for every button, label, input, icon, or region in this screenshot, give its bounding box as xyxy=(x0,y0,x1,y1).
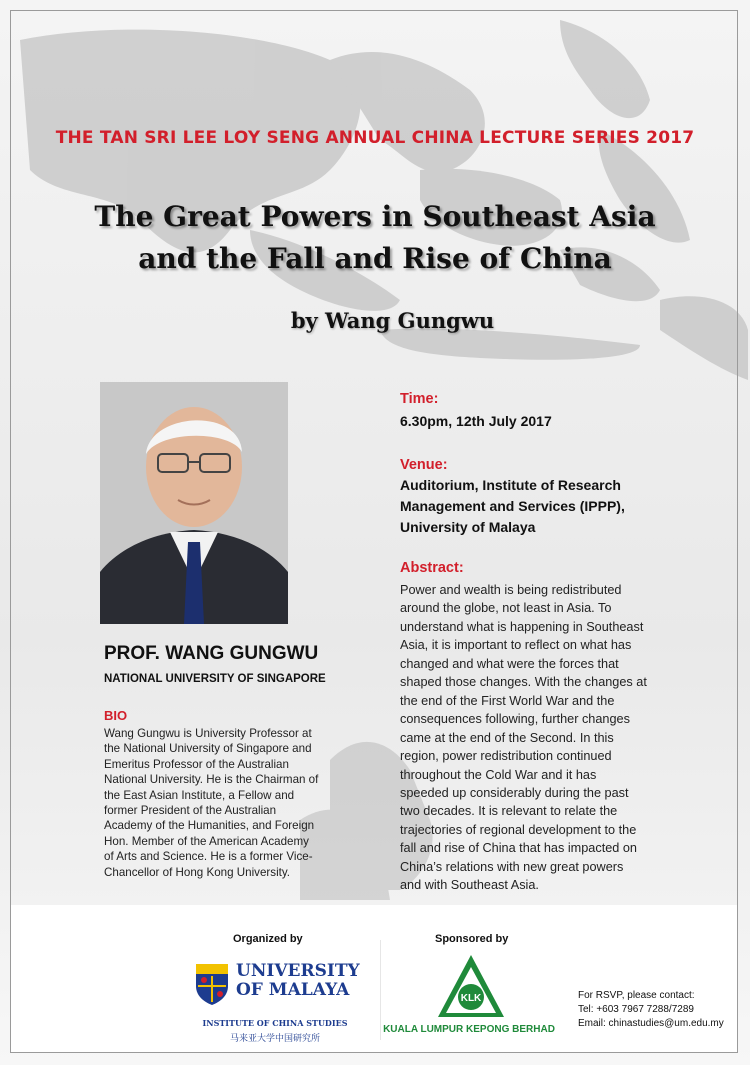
bio-heading: BIO xyxy=(104,708,128,723)
speaker-portrait-illustration xyxy=(100,382,288,624)
rsvp-contact xyxy=(578,989,724,1031)
organizer-institute: INSTITUTE OF CHINA STUDIES xyxy=(202,1018,348,1028)
bio-line: Hon. Member of the American Academy xyxy=(104,834,309,848)
bio-line: Chancellor of Hong Kong University. xyxy=(104,865,291,879)
venue-block xyxy=(400,457,675,538)
abstract-line: two decades. It is relevant to relate the xyxy=(400,804,618,819)
footer-divider xyxy=(380,940,381,1040)
venue-line: Management and Services (IPPP), xyxy=(400,498,625,514)
bio-line: the East Asian Institute, a Fellow and xyxy=(104,788,295,802)
time-value: 6.30pm, 12th July 2017 xyxy=(400,413,552,429)
bio-text xyxy=(104,726,356,880)
time-label: Time: xyxy=(400,391,439,407)
bio-line: Emeritus Professor of the Australian xyxy=(104,757,289,771)
abstract-line: Power and wealth is being redistributed xyxy=(400,583,622,597)
bio-line: former President of the Australian xyxy=(104,804,277,818)
rsvp-line: For RSVP, please contact: xyxy=(578,990,695,1001)
abstract-line: trajectories of regional development to the xyxy=(400,822,637,837)
abstract-line: Asia, it is important to reflect on what has xyxy=(400,638,632,653)
bio-line: National University. He is the Chairman of xyxy=(104,773,319,787)
bio-line: Academy of the Humanities, and Foreign xyxy=(104,819,315,833)
abstract-line: understand what is happening in Southeast xyxy=(400,619,644,634)
abstract-line: and with Southeast Asia. xyxy=(400,878,539,893)
abstract-line: throughout the Cold War and it has xyxy=(400,767,597,782)
abstract-line: shaped those changes. With the changes at xyxy=(400,675,647,690)
abstract-line: changed and what were the forces that xyxy=(400,656,619,671)
klk-logo-text: KLK xyxy=(460,993,482,1004)
lecture-title-line-2: and the Fall and Rise of China xyxy=(138,242,612,275)
venue-label: Venue: xyxy=(400,457,448,473)
bio-line: the National University of Singapore and xyxy=(104,742,312,756)
speaker-portrait xyxy=(100,382,288,624)
abstract-line: the end of the First World War and the xyxy=(400,693,615,708)
organizer-line-2: OF MALAYA xyxy=(236,980,350,1000)
abstract-label: Abstract: xyxy=(400,560,464,576)
organizer-logo-text xyxy=(236,962,360,1000)
sponsored-by-label: Sponsored by xyxy=(435,933,509,945)
bio-line: Wang Gungwu is University Professor at xyxy=(104,727,312,740)
venue-line: University of Malaya xyxy=(400,519,536,535)
lecture-series-title: THE TAN SRI LEE LOY SENG ANNUAL CHINA LECTURE SERIES 2017 xyxy=(55,128,695,148)
abstract-line: speeded up considerably during the past xyxy=(400,785,629,800)
lecture-title-line-1: The Great Powers in Southeast Asia xyxy=(94,200,656,233)
abstract-line: around the globe, not least in Asia. To xyxy=(400,601,612,616)
abstract-line: China’s relations with new great powers xyxy=(400,859,624,874)
university-crest-icon xyxy=(194,962,230,1006)
klk-logo-icon xyxy=(436,953,506,1021)
abstract-text xyxy=(400,581,672,895)
speaker-byline: by Wang Gungwu xyxy=(290,308,495,333)
abstract-line: region, power redistribution continued xyxy=(400,749,612,764)
sponsor-name: KUALA LUMPUR KEPONG BERHAD xyxy=(383,1024,555,1035)
abstract-line: fall and rise of China that has impacted on xyxy=(400,841,637,856)
speaker-name: PROF. WANG GUNGWU xyxy=(104,643,319,664)
abstract-line: consequences following, further changes xyxy=(400,712,630,727)
rsvp-email[interactable]: Email: chinastudies@um.edu.my xyxy=(578,1018,724,1029)
abstract-line: came at the end of the Second. In this xyxy=(400,730,614,745)
venue-line: Auditorium, Institute of Research xyxy=(400,477,621,493)
bio-line: of Arts and Science. He is a former Vice- xyxy=(104,850,313,864)
organizer-line-1: UNIVERSITY xyxy=(236,961,360,981)
organized-by-label: Organized by xyxy=(233,933,303,945)
time-block xyxy=(400,391,675,432)
speaker-affiliation: NATIONAL UNIVERSITY OF SINGAPORE xyxy=(104,673,326,685)
lecture-title xyxy=(0,196,750,280)
rsvp-phone: Tel: +603 7967 7288/7289 xyxy=(578,1004,694,1015)
abstract-heading-block xyxy=(400,560,675,576)
organizer-chinese-name: 马来亚大学中国研究所 xyxy=(229,1033,320,1043)
